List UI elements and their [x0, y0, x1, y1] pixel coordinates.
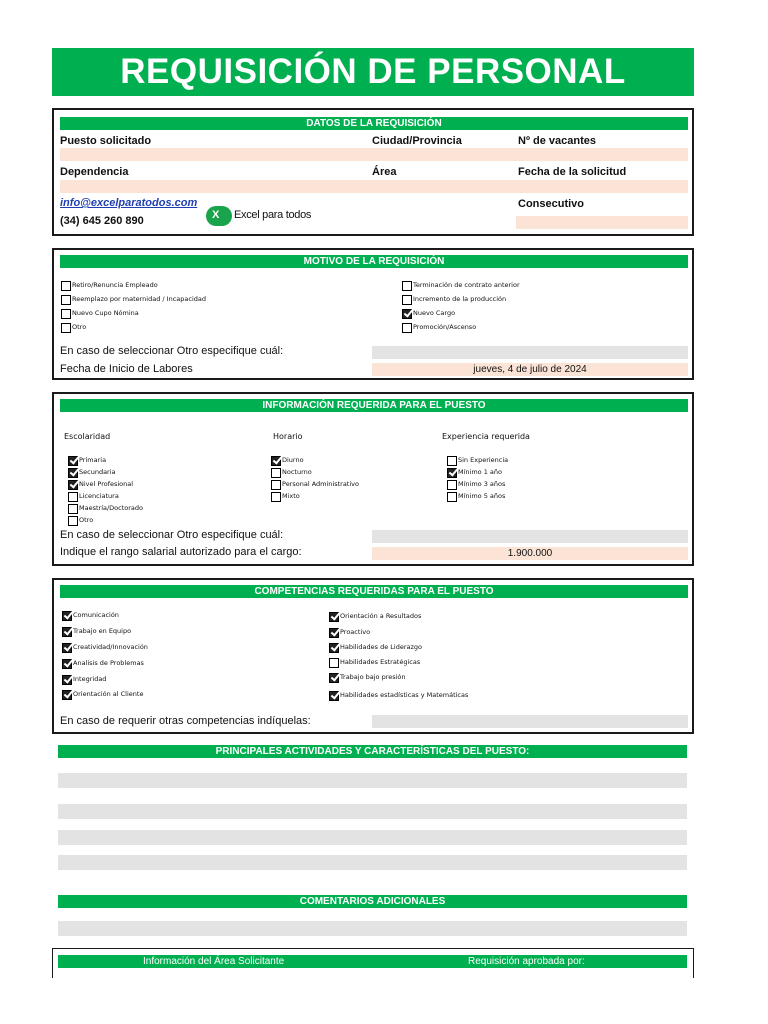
- consecutivo-field[interactable]: [516, 216, 688, 229]
- experiencia-checkbox-2[interactable]: [447, 480, 457, 490]
- dependencia-label: Dependencia: [60, 166, 129, 178]
- competencia-label-6: Orientación a Resultados: [340, 612, 422, 620]
- competencia-label-7: Proactivo: [340, 628, 371, 636]
- competencia-label-11: Habilidades estadísticas y Matemáticas: [340, 691, 469, 699]
- escolaridad-label-2: Nivel Profesional: [79, 480, 134, 488]
- excel-logo-icon: [206, 206, 232, 226]
- motivo-checkbox-0[interactable]: [61, 281, 71, 291]
- competencia-checkbox-7[interactable]: [329, 628, 339, 638]
- competencia-label-8: Habilidades de Liderazgo: [340, 643, 423, 651]
- escolaridad-checkbox-2[interactable]: [68, 480, 78, 490]
- motivo-checkbox-5[interactable]: [402, 295, 412, 305]
- vacantes-label: Nº de vacantes: [518, 135, 596, 147]
- competencia-checkbox-2[interactable]: [62, 643, 72, 653]
- page-title: REQUISICIÓN DE PERSONAL: [52, 48, 694, 96]
- escolaridad-head: Escolaridad: [64, 432, 111, 441]
- ciudad-label: Ciudad/Provincia: [372, 135, 462, 147]
- info-otro-field[interactable]: [372, 530, 688, 543]
- competencia-checkbox-0[interactable]: [62, 611, 72, 621]
- horario-label-0: Diurno: [282, 456, 304, 464]
- horario-label-3: Mixto: [282, 492, 300, 500]
- info-otro-label: En caso de seleccionar Otro especifique cuál:: [60, 529, 284, 541]
- motivo-checkbox-1[interactable]: [61, 295, 71, 305]
- competencia-checkbox-8[interactable]: [329, 643, 339, 653]
- motivo-label-7: Promoción/Ascenso: [413, 323, 477, 331]
- motivo-checkbox-2[interactable]: [61, 309, 71, 319]
- puesto-field[interactable]: [60, 148, 688, 161]
- actividades-header: PRINCIPALES ACTIVIDADES Y CARACTERÍSTICAS DEL PUESTO:: [58, 745, 687, 758]
- motivo-checkbox-7[interactable]: [402, 323, 412, 333]
- phone-text: (34) 645 260 890: [60, 215, 144, 227]
- competencia-checkbox-10[interactable]: [329, 673, 339, 683]
- horario-checkbox-0[interactable]: [271, 456, 281, 466]
- dependencia-field[interactable]: [60, 180, 688, 193]
- competencia-label-9: Habilidades Estratégicas: [340, 658, 421, 666]
- fecha-inicio-label: Fecha de Inicio de Labores: [60, 363, 193, 375]
- motivo-checkbox-4[interactable]: [402, 281, 412, 291]
- comentarios-field[interactable]: [58, 921, 687, 936]
- fecha-inicio-field[interactable]: jueves, 4 de julio de 2024: [372, 363, 688, 376]
- motivo-checkbox-3[interactable]: [61, 323, 71, 333]
- motivo-label-0: Retiro/Renuncia Empleado: [72, 281, 158, 289]
- motivo-header: MOTIVO DE LA REQUISICIÓN: [60, 255, 688, 268]
- horario-checkbox-2[interactable]: [271, 480, 281, 490]
- competencia-checkbox-11[interactable]: [329, 691, 339, 701]
- fecha-solicitud-label: Fecha de la solicitud: [518, 166, 627, 178]
- salario-label: Indique el rango salarial autorizado para el cargo:: [60, 546, 302, 558]
- escolaridad-label-0: Primaria: [79, 456, 107, 464]
- experiencia-checkbox-3[interactable]: [447, 492, 457, 502]
- datos-section: [52, 108, 694, 236]
- actividades-field-4[interactable]: [58, 855, 687, 870]
- consecutivo-label: Consecutivo: [518, 198, 585, 210]
- motivo-label-4: Terminación de contrato anterior: [413, 281, 520, 289]
- area-label: Área: [372, 166, 397, 178]
- experiencia-label-2: Mínimo 3 años: [458, 480, 506, 488]
- escolaridad-checkbox-5[interactable]: [68, 516, 78, 526]
- horario-head: Horario: [273, 432, 303, 441]
- escolaridad-label-5: Otro: [79, 516, 94, 524]
- experiencia-checkbox-0[interactable]: [447, 456, 457, 466]
- competencia-checkbox-5[interactable]: [62, 690, 72, 700]
- escolaridad-label-4: Maestría/Doctorado: [79, 504, 144, 512]
- otras-competencias-field[interactable]: [372, 715, 688, 728]
- info-section: [52, 392, 694, 566]
- competencia-label-4: Integridad: [73, 675, 107, 683]
- otras-competencias-label: En caso de requerir otras competencias indíquelas:: [60, 715, 311, 727]
- footer-right-label: Requisición aprobada por:: [468, 956, 585, 967]
- escolaridad-label-3: Licenciatura: [79, 492, 119, 500]
- motivo-checkbox-6[interactable]: [402, 309, 412, 319]
- competencias-section: [52, 578, 694, 734]
- motivo-label-2: Nuevo Cupo Nómina: [72, 309, 139, 317]
- competencia-label-10: Trabajo bajo presión: [340, 673, 406, 681]
- experiencia-checkbox-1[interactable]: [447, 468, 457, 478]
- competencia-label-3: Analisis de Problemas: [73, 659, 144, 667]
- competencia-label-1: Trabajo en Equipo: [73, 627, 132, 635]
- info-header: INFORMACIÓN REQUERIDA PARA EL PUESTO: [60, 399, 688, 412]
- motivo-label-5: Incremento de la producción: [413, 295, 507, 303]
- competencia-checkbox-3[interactable]: [62, 659, 72, 669]
- experiencia-label-1: Mínimo 1 año: [458, 468, 502, 476]
- competencia-checkbox-6[interactable]: [329, 612, 339, 622]
- motivo-section: [52, 248, 694, 380]
- motivo-otro-field[interactable]: [372, 346, 688, 359]
- comentarios-header: COMENTARIOS ADICIONALES: [58, 895, 687, 908]
- salario-field[interactable]: 1.900.000: [372, 547, 688, 560]
- motivo-otro-label: En caso de seleccionar Otro especifique cuál:: [60, 345, 284, 357]
- horario-checkbox-3[interactable]: [271, 492, 281, 502]
- competencia-checkbox-9[interactable]: [329, 658, 339, 668]
- logo-text: Excel para todos: [234, 209, 312, 221]
- escolaridad-label-1: Secundaria: [79, 468, 116, 476]
- motivo-label-6: Nuevo Cargo: [413, 309, 456, 317]
- actividades-field-2[interactable]: [58, 804, 687, 819]
- escolaridad-checkbox-3[interactable]: [68, 492, 78, 502]
- actividades-field-3[interactable]: [58, 830, 687, 845]
- competencias-header: COMPETENCIAS REQUERIDAS PARA EL PUESTO: [60, 585, 688, 598]
- competencia-label-5: Orientación al Cliente: [73, 690, 144, 698]
- experiencia-label-0: Sin Experiencia: [458, 456, 509, 464]
- competencia-label-2: Creatividad/Innovación: [73, 643, 148, 651]
- datos-header: DATOS DE LA REQUISICIÓN: [60, 117, 688, 130]
- escolaridad-checkbox-1[interactable]: [68, 468, 78, 478]
- escolaridad-checkbox-0[interactable]: [68, 456, 78, 466]
- actividades-field-1[interactable]: [58, 773, 687, 788]
- horario-checkbox-1[interactable]: [271, 468, 281, 478]
- horario-label-2: Personal Administrativo: [282, 480, 359, 488]
- competencia-checkbox-1[interactable]: [62, 627, 72, 637]
- motivo-label-3: Otro: [72, 323, 87, 331]
- horario-label-1: Nocturno: [282, 468, 312, 476]
- competencia-checkbox-4[interactable]: [62, 675, 72, 685]
- experiencia-head: Experiencia requerida: [442, 432, 530, 441]
- competencia-label-0: Comunicación: [73, 611, 119, 619]
- email-link[interactable]: info@excelparatodos.com: [60, 197, 198, 209]
- footer-left-label: Información del Área Solicitante: [143, 956, 285, 967]
- motivo-label-1: Reemplazo por maternidad / Incapacidad: [72, 295, 206, 303]
- puesto-label: Puesto solicitado: [60, 135, 152, 147]
- experiencia-label-3: Mínimo 5 años: [458, 492, 506, 500]
